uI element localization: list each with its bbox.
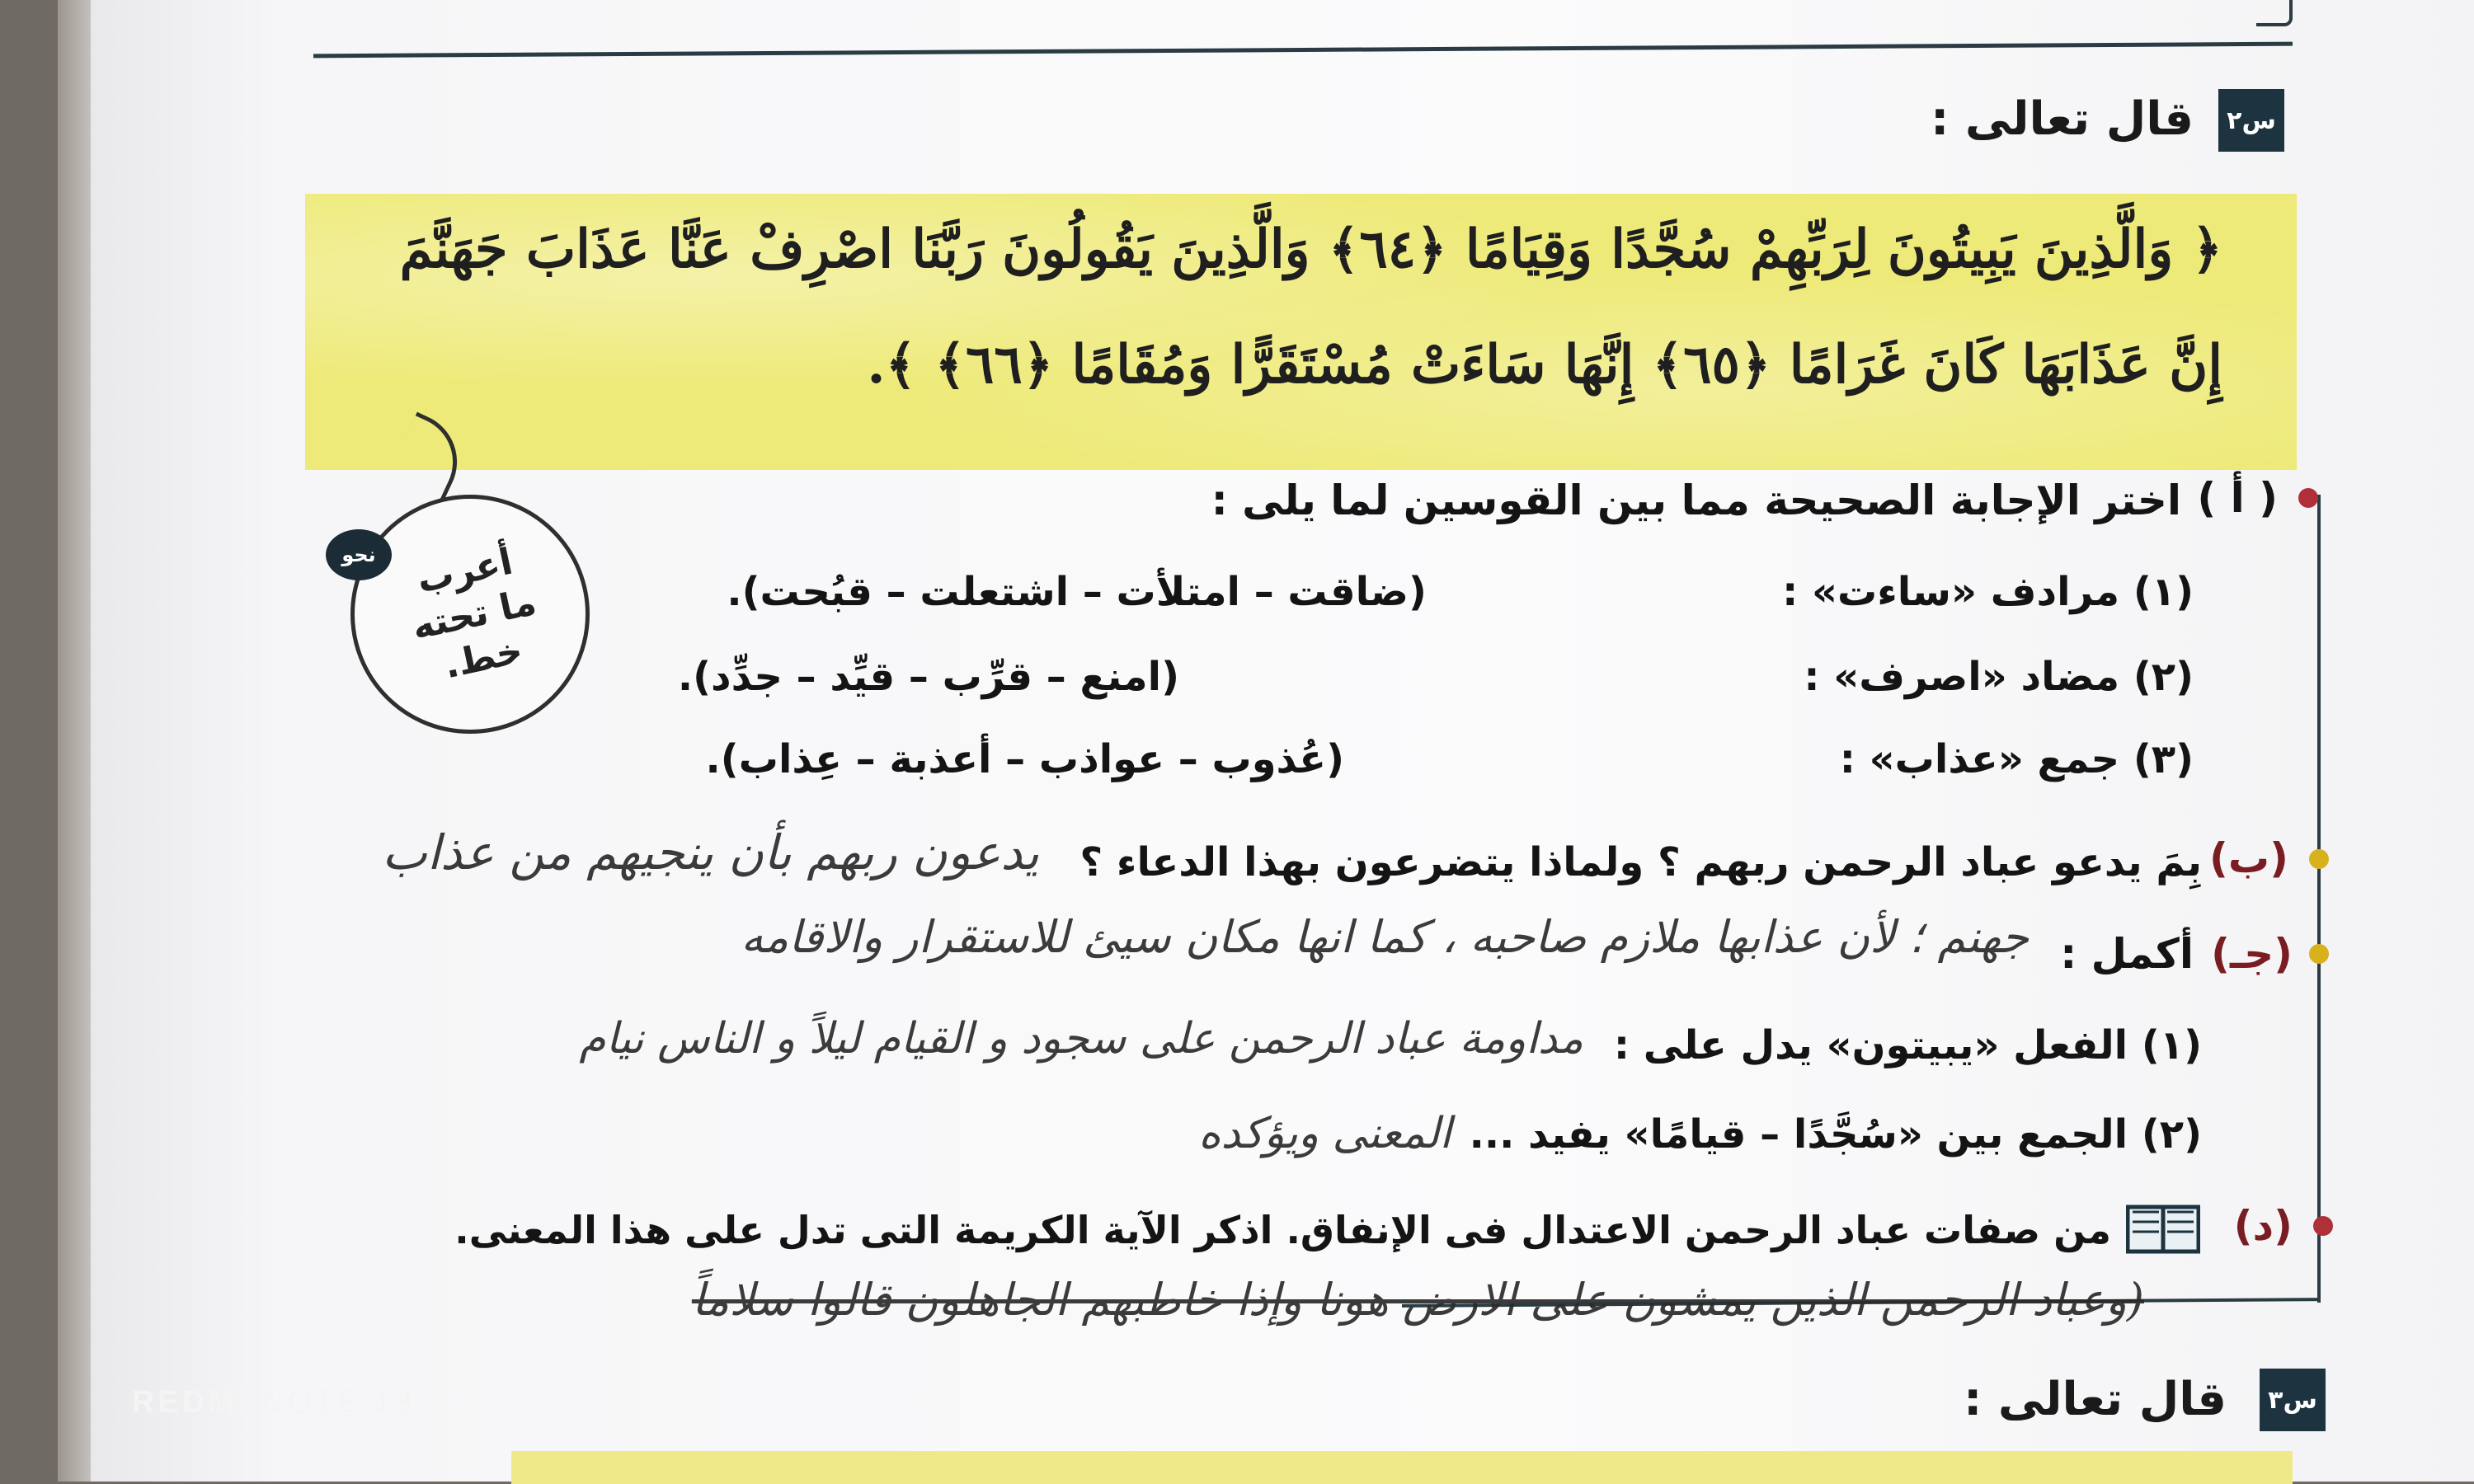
bullet-d <box>2313 1216 2333 1236</box>
next-verse-box <box>511 1451 2293 1484</box>
grammar-stamp <box>350 495 590 734</box>
stamp-text: أعرب ما تحته خط. <box>408 540 540 688</box>
question-badge: س٢ <box>2218 89 2284 152</box>
question-title: قال تعالى : <box>1930 92 2194 146</box>
part-c-item-1-label: (١) الفعل «يبيتون» يدل على : <box>1613 1022 2202 1068</box>
book-icon <box>2126 1204 2200 1255</box>
bullet-c <box>2309 944 2329 964</box>
part-a-item-3-label: (٣) جمع «عذاب» : <box>1839 736 2194 782</box>
stamp-badge: نحو <box>326 529 392 580</box>
part-a-item-2-label: (٢) مضاد «اصرف» : <box>1804 654 2194 700</box>
part-a-item-2-options: (امنع – قرِّب – قيِّد – جدِّد). <box>677 654 1179 700</box>
part-d-answer: (وعباد الرحمن الذين يمشون على الارض هونا وإذا خاطبهم الجاهلون قالوا سلاماً <box>691 1274 2144 1326</box>
part-c-item-2-label: (٢) الجمع بين «سُجَّدًا – قيامًا» يفيد ... <box>1469 1111 2202 1158</box>
verse-box <box>305 194 2297 470</box>
part-c-prompt: أكمل : <box>2060 930 2194 978</box>
part-a-item-3-options: (عُذوب – عواذب – أعذبة – عِذاب). <box>705 736 1344 782</box>
bullet-a <box>2298 488 2318 508</box>
bullet-b <box>2309 849 2329 869</box>
part-d-label: (د) <box>2233 1202 2293 1250</box>
watermark-model: NOTE 13 <box>261 1385 416 1420</box>
part-a-prompt: اختر الإجابة الصحيحة مما بين القوسين لما يلى : <box>1211 477 2181 524</box>
part-b-answer-1: يدعون ربهم بأن ينجيهم من عذاب <box>382 824 1039 881</box>
part-a-item-1-options: (ضاقت – امتلأت – اشتعلت – قبُحت). <box>727 569 1427 615</box>
question-2-title: قال تعالى : <box>1963 1373 2227 1426</box>
watermark-brand: REDMI <box>132 1385 250 1420</box>
part-c-item-1-answer: مداومة عباد الرحمن على سجود و القيام ليلاً و الناس نيام <box>579 1014 1583 1064</box>
section-frame-right <box>2317 495 2321 1303</box>
question-2-badge: س٣ <box>2260 1369 2326 1431</box>
part-c-label: (جـ) <box>2211 930 2293 978</box>
part-b-question: بِمَ يدعو عباد الرحمن ربهم ؟ ولماذا يتضرعون بهذا الدعاء ؟ <box>1079 839 2202 885</box>
part-d-question: من صفات عباد الرحمن الاعتدال فى الإنفاق. اذكر الآية الكريمة التى تدل على هذا المعنى. <box>454 1208 2111 1252</box>
part-b-label: (ب) <box>2209 834 2288 882</box>
part-b-answer-2: جهنم ؛ لأن عذابها ملازم صاحبه ، كما انها مكان سيئ للاستقرار والاقامه <box>741 911 2029 963</box>
part-c-item-2-answer: المعنى ويؤكده <box>1198 1109 1451 1158</box>
verse-line-1: ﴿ وَالَّذِينَ يَبِيتُونَ لِرَبِّهِمْ سُجَّدًا وَقِيَامًا ﴿٦٤﴾ وَالَّذِينَ يَقُولُونَ رَبَّنَا اصْرِفْ عَنَّا عَذَابَ جَهَنَّمَ <box>399 218 2222 280</box>
top-frame <box>2256 0 2293 26</box>
verse-line-2: إِنَّ عَذَابَهَا كَانَ غَرَامًا ﴿٦٥﴾ إِنَّهَا سَاءَتْ مُسْتَقَرًّا وَمُقَامًا ﴿٦٦﴾ ﴾. <box>867 334 2222 396</box>
camera-watermark <box>132 1385 415 1421</box>
part-a-label: ( أ ) <box>2197 474 2278 522</box>
part-a-item-1-label: (١) مرادف «ساءت» : <box>1782 569 2194 615</box>
